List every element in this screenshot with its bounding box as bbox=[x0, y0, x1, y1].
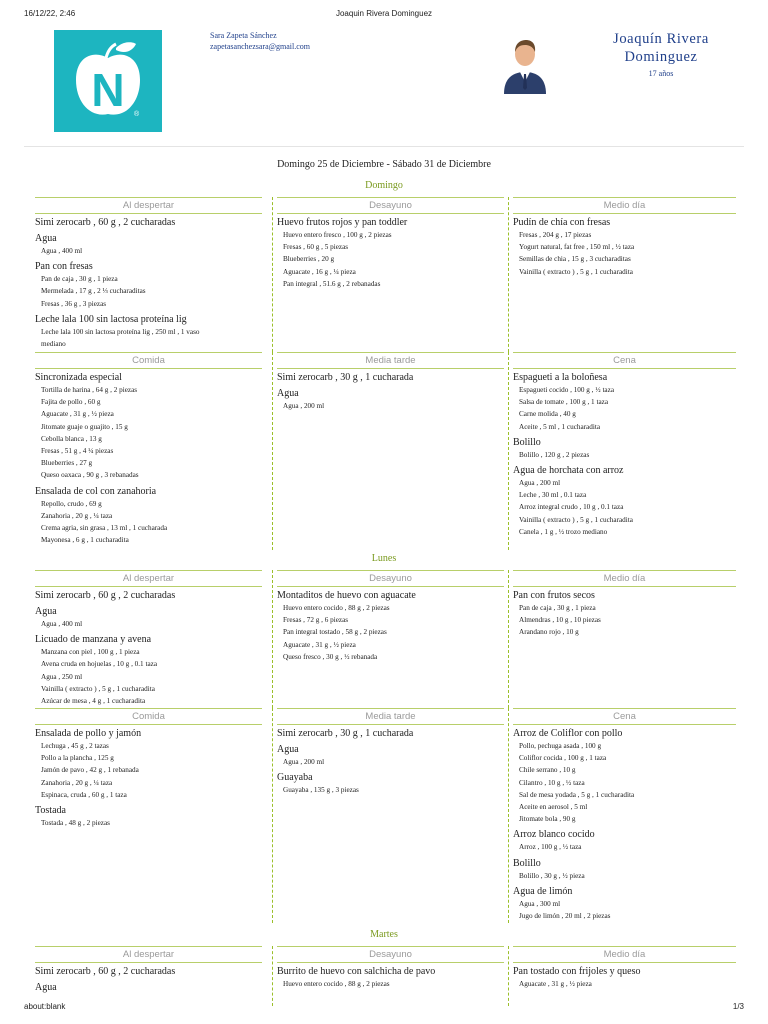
meal-header bbox=[273, 352, 508, 370]
food-name: Agua bbox=[277, 388, 299, 399]
ingredient-item: Fajita de pollo , 60 g bbox=[41, 398, 101, 407]
meal-header-label: Al despertar bbox=[35, 570, 262, 587]
ingredient-item: Aguacate , 31 g , ½ pieza bbox=[283, 640, 356, 649]
food-name: Espagueti a la boloñesa bbox=[513, 372, 608, 383]
print-footer bbox=[0, 1002, 768, 1016]
ingredient-item: Coliflor cocida , 100 g , 1 taza bbox=[519, 754, 607, 763]
food-name: Montaditos de huevo con aguacate bbox=[277, 590, 416, 601]
patient-name-first: Joaquín Rivera bbox=[613, 31, 709, 47]
meal-header bbox=[35, 352, 262, 370]
food-spacer bbox=[513, 882, 736, 884]
food-spacer bbox=[35, 257, 262, 259]
food-name: Agua bbox=[35, 982, 57, 993]
ingredient-item: Fresas , 204 g , 17 piezas bbox=[519, 231, 592, 239]
print-title: Joaquin Rivera Dominguez bbox=[335, 9, 433, 18]
food-spacer bbox=[277, 384, 504, 386]
apple-logo-icon bbox=[54, 30, 162, 132]
ingredient-item: Crema agria, sin grasa , 13 ml , 1 cucharada bbox=[41, 524, 168, 533]
food-name: Burrito de huevo con salchicha de pavo bbox=[277, 966, 436, 977]
food-name: Bolillo bbox=[513, 436, 541, 448]
food-name: Bolillo bbox=[513, 857, 541, 869]
food-spacer bbox=[35, 310, 262, 312]
meal-body bbox=[35, 966, 262, 996]
meal-cell bbox=[272, 197, 509, 352]
meal-header bbox=[509, 352, 736, 370]
meal-header-label: Al despertar bbox=[35, 197, 262, 214]
logo-letter: N bbox=[91, 64, 125, 116]
meal-header-label: Desayuno bbox=[277, 946, 504, 963]
food-spacer bbox=[35, 829, 262, 831]
patient-age: 17 años bbox=[648, 69, 674, 78]
meal-body bbox=[273, 590, 508, 665]
food-name: Ensalada de pollo y jamón bbox=[35, 728, 142, 739]
ingredient-item: Aceite en aerosol , 5 ml bbox=[519, 803, 588, 812]
ingredient-item: Huevo entero cocido , 88 g , 2 piezas bbox=[283, 980, 390, 988]
ingredient-item: Pollo, pechuga asada , 100 g bbox=[519, 742, 602, 750]
ingredient-item: Semillas de chia , 15 g , 3 cucharaditas bbox=[519, 255, 631, 264]
ingredient-item: Sal de mesa yodada , 5 g , 1 cucharadita bbox=[519, 790, 635, 799]
food-name: Agua de limón bbox=[513, 885, 573, 897]
meal-body bbox=[273, 372, 508, 414]
meal-header bbox=[35, 197, 262, 215]
meal-header-label: Desayuno bbox=[277, 197, 504, 214]
ingredient-item: Arroz , 100 g , ½ taza bbox=[519, 843, 582, 852]
ingredient-item: Agua , 400 ml bbox=[41, 247, 83, 255]
ingredient-item: Azúcar de mesa , 4 g , 1 cucharadita bbox=[41, 697, 146, 706]
food-spacer bbox=[35, 602, 262, 604]
meal-header bbox=[35, 946, 262, 964]
food-name: Licuado de manzana y avena bbox=[35, 634, 152, 646]
food-spacer bbox=[35, 994, 262, 996]
meal-cell bbox=[35, 708, 262, 923]
patient-avatar-icon bbox=[498, 32, 552, 94]
food-spacer bbox=[35, 978, 262, 980]
print-page: 1/3 bbox=[732, 1002, 744, 1011]
food-spacer bbox=[35, 630, 262, 632]
meal-header bbox=[273, 197, 508, 215]
meal-body bbox=[273, 217, 508, 292]
meal-header-label: Comida bbox=[35, 708, 262, 725]
ingredient-item: Salsa de tomate , 100 g , 1 taza bbox=[519, 398, 609, 407]
ingredient-item: Fresas , 51 g , 4 ¼ piezas bbox=[41, 447, 114, 456]
meal-cell bbox=[272, 708, 509, 923]
ingredient-item: Agua , 400 ml bbox=[41, 620, 83, 628]
food-spacer bbox=[513, 990, 736, 992]
meal-body bbox=[273, 728, 508, 798]
food-name: Pan con frutos secos bbox=[513, 590, 595, 601]
ingredient-item: Huevo entero fresco , 100 g , 2 piezas bbox=[283, 231, 392, 239]
food-spacer bbox=[513, 538, 736, 540]
ingredient-item: Blueberries , 27 g bbox=[41, 459, 93, 468]
food-spacer bbox=[513, 433, 736, 435]
meal-header-label: Desayuno bbox=[277, 570, 504, 587]
ingredient-item: Almendras , 10 g , 10 piezas bbox=[519, 616, 601, 625]
food-name: Arroz de Coliflor con pollo bbox=[513, 728, 623, 739]
food-spacer bbox=[513, 278, 736, 280]
ingredient-item: Jamón de pavo , 42 g , 1 rebanada bbox=[41, 766, 139, 775]
ingredient-item: Arroz integral crudo , 10 g , 0.1 taza bbox=[519, 503, 624, 512]
meal-header-label: Al despertar bbox=[35, 946, 262, 963]
ingredient-item: Fresas , 36 g , 3 piezas bbox=[41, 299, 107, 308]
meal-cell bbox=[272, 946, 509, 1006]
meal-cell bbox=[272, 570, 509, 708]
ingredient-item: Avena cruda en hojuelas , 10 g , 0.1 taza bbox=[41, 660, 158, 669]
food-name: Agua bbox=[35, 606, 57, 617]
food-name: Simi zerocarb , 60 g , 2 cucharadas bbox=[35, 590, 176, 601]
meal-header bbox=[273, 570, 508, 588]
food-name: Pudín de chía con fresas bbox=[513, 217, 611, 228]
meal-body bbox=[509, 217, 736, 280]
meal-cell bbox=[35, 946, 262, 1006]
ingredient-item: Espagueti cocido , 100 g , ½ taza bbox=[519, 386, 615, 394]
ingredient-item: Aguacate , 16 g , ¼ pieza bbox=[283, 267, 356, 276]
ingredient-item: Tostada , 48 g , 2 piezas bbox=[41, 819, 110, 828]
food-spacer bbox=[513, 854, 736, 856]
meal-header-label: Media tarde bbox=[277, 352, 504, 369]
ingredient-item: Arandano rojo , 10 g bbox=[519, 628, 579, 637]
meal-header bbox=[35, 708, 262, 726]
ingredient-item: Jitomate guaje o guajito , 15 g bbox=[41, 422, 128, 431]
day-title: Martes bbox=[370, 929, 398, 940]
food-spacer bbox=[35, 482, 262, 484]
food-spacer bbox=[277, 796, 504, 798]
food-spacer bbox=[35, 801, 262, 803]
meal-cell bbox=[35, 352, 262, 550]
food-name: Pan con fresas bbox=[35, 261, 93, 273]
nutritionist-email[interactable]: zapetasanchezsara@gmail.com bbox=[210, 42, 310, 51]
ingredient-item: Aguacate , 31 g , ½ pieza bbox=[519, 980, 592, 988]
meal-header-label: Cena bbox=[513, 352, 736, 369]
food-spacer bbox=[277, 412, 504, 414]
ingredient-item: Zanahoria , 20 g , ¼ taza bbox=[41, 778, 113, 787]
ingredient-item: Agua , 200 ml bbox=[519, 479, 561, 488]
meal-cell bbox=[509, 708, 736, 923]
meal-cell bbox=[509, 570, 736, 708]
ingredient-item: Chile serrano , 10 g bbox=[519, 766, 576, 775]
ingredient-item: Pan integral , 51.6 g , 2 rebanadas bbox=[283, 279, 381, 288]
meal-cell bbox=[509, 946, 736, 1006]
meal-header bbox=[509, 946, 736, 964]
meal-body bbox=[35, 728, 262, 831]
ingredient-item: Pan de caja , 30 g , 1 pieza bbox=[519, 604, 596, 612]
food-spacer bbox=[513, 461, 736, 463]
food-name: Arroz blanco cocido bbox=[513, 829, 595, 841]
ingredient-item: Agua , 200 ml bbox=[283, 402, 325, 410]
ingredient-item: Jugo de limón , 20 ml , 2 piezas bbox=[519, 912, 611, 921]
ingredient-item: Jitomate bola , 90 g bbox=[519, 815, 576, 824]
food-name: Simi zerocarb , 60 g , 2 cucharadas bbox=[35, 217, 176, 228]
ingredient-item: Pan de caja , 30 g , 1 pieza bbox=[41, 275, 118, 284]
ingredient-item: Guayaba , 135 g , 3 piezas bbox=[283, 786, 359, 795]
meal-header-label: Medio día bbox=[513, 946, 736, 963]
meal-cell bbox=[509, 352, 736, 550]
food-spacer bbox=[35, 229, 262, 231]
logo-registered-mark: ® bbox=[134, 111, 140, 118]
ingredient-item: Leche lala 100 sin lactosa proteína lig , 250 ml , 1 vaso bbox=[41, 327, 200, 336]
ingredient-item: Cebolla blanca , 13 g bbox=[41, 434, 102, 443]
meal-body bbox=[35, 372, 262, 548]
meal-body bbox=[35, 217, 262, 352]
food-spacer bbox=[277, 290, 504, 292]
meal-body bbox=[509, 372, 736, 540]
patient-info bbox=[596, 30, 726, 78]
meal-body bbox=[509, 728, 736, 924]
food-name: Simi zerocarb , 30 g , 1 cucharada bbox=[277, 372, 414, 383]
ingredient-item: Leche , 30 ml , 0.1 taza bbox=[519, 491, 587, 500]
meal-header-label: Media tarde bbox=[277, 708, 504, 725]
ingredient-item: Canela , 1 g , ½ trozo mediano bbox=[519, 527, 608, 536]
meal-body bbox=[509, 966, 736, 992]
meal-header bbox=[509, 197, 736, 215]
food-name: Agua de horchata con arroz bbox=[513, 465, 624, 477]
ingredient-item: Agua , 250 ml bbox=[41, 672, 83, 681]
ingredient-item: Zanahoria , 20 g , ¼ taza bbox=[41, 511, 113, 520]
food-name: Agua bbox=[35, 233, 57, 244]
ingredient-item: Manzana con piel , 100 g , 1 pieza bbox=[41, 648, 140, 657]
clinic-logo bbox=[54, 30, 162, 132]
ingredient-item: Queso fresco , 30 g , ½ rebanada bbox=[283, 652, 378, 661]
ingredient-item: Pan integral tostado , 58 g , 2 piezas bbox=[283, 628, 387, 637]
ingredient-item: Bolillo , 120 g , 2 piezas bbox=[519, 450, 590, 459]
ingredient-item: Pollo a la plancha , 125 g bbox=[41, 754, 114, 763]
ingredient-item: Aceite , 5 ml , 1 cucharadita bbox=[519, 422, 601, 431]
meal-cell bbox=[509, 197, 736, 352]
nutritionist-name: Sara Zapeta Sánchez bbox=[210, 31, 277, 40]
food-name: Ensalada de col con zanahoria bbox=[35, 485, 157, 497]
ingredient-item: Aguacate , 31 g , ½ pieza bbox=[41, 410, 114, 419]
food-spacer bbox=[277, 990, 504, 992]
food-name: Tostada bbox=[35, 805, 66, 817]
meal-header bbox=[509, 570, 736, 588]
food-name: Simi zerocarb , 30 g , 1 cucharada bbox=[277, 728, 414, 739]
food-spacer bbox=[277, 740, 504, 742]
food-spacer bbox=[277, 768, 504, 770]
food-spacer bbox=[277, 663, 504, 665]
ingredient-item: Espinaca, cruda , 60 g , 1 taza bbox=[41, 790, 127, 799]
food-spacer bbox=[513, 639, 736, 641]
ingredient-item: Mermelada , 17 g , 2 ⅓ cucharaditas bbox=[41, 287, 146, 296]
ingredient-item: Vainilla ( extracto ) , 5 g , 1 cucharadita bbox=[519, 515, 633, 524]
ingredient-item: Lechuga , 45 g , 2 tazas bbox=[41, 742, 109, 750]
ingredient-item: Yogurt natural, fat free , 150 ml , ½ taza bbox=[519, 243, 635, 252]
meal-header-label: Comida bbox=[35, 352, 262, 369]
print-datetime: 16/12/22, 2:46 bbox=[24, 9, 76, 18]
ingredient-item: Vainilla ( extracto ) , 5 g , 1 cucharadita bbox=[41, 684, 155, 693]
ingredient-item: Huevo entero cocido , 88 g , 2 piezas bbox=[283, 604, 390, 612]
ingredient-item: Agua , 300 ml bbox=[519, 899, 561, 908]
meal-body bbox=[509, 590, 736, 641]
ingredient-item: Fresas , 60 g , 5 piezas bbox=[283, 243, 349, 252]
food-name: Leche lala 100 sin lactosa proteína lig bbox=[35, 313, 187, 325]
ingredient-item: Tortilla de harina , 64 g , 2 piezas bbox=[41, 386, 138, 394]
ingredient-item: mediano bbox=[41, 340, 66, 349]
print-header bbox=[0, 9, 768, 23]
meal-header-label: Cena bbox=[513, 708, 736, 725]
meal-cell bbox=[272, 352, 509, 550]
day-title: Lunes bbox=[371, 553, 397, 564]
meal-cell bbox=[35, 570, 262, 708]
meal-header bbox=[273, 946, 508, 964]
meal-header bbox=[509, 708, 736, 726]
meal-header bbox=[35, 570, 262, 588]
ingredient-item: Repollo, crudo , 69 g bbox=[41, 499, 102, 508]
food-name: Huevo frutos rojos y pan toddler bbox=[277, 217, 408, 228]
food-spacer bbox=[35, 546, 262, 548]
food-name: Guayaba bbox=[277, 772, 313, 784]
meal-cell bbox=[35, 197, 262, 352]
food-spacer bbox=[513, 922, 736, 924]
print-url: about:blank bbox=[24, 1002, 66, 1011]
meal-body bbox=[35, 590, 262, 709]
ingredient-item: Cilantro , 10 g , ½ taza bbox=[519, 778, 585, 787]
meal-body bbox=[273, 966, 508, 992]
food-spacer bbox=[513, 825, 736, 827]
ingredient-item: Bolillo , 30 g , ½ pieza bbox=[519, 871, 585, 880]
day-title: Domingo bbox=[365, 180, 403, 191]
ingredient-item: Fresas , 72 g , 6 piezas bbox=[283, 616, 349, 625]
ingredient-item: Queso oaxaca , 90 g , 3 rebanadas bbox=[41, 471, 139, 480]
meal-header-label: Medio día bbox=[513, 197, 736, 214]
food-name: Sincronizada especial bbox=[35, 372, 122, 383]
meal-header-label: Medio día bbox=[513, 570, 736, 587]
meal-header bbox=[273, 708, 508, 726]
patient-name-last: Dominguez bbox=[624, 49, 698, 65]
ingredient-item: Blueberries , 20 g bbox=[283, 255, 335, 264]
ingredient-item: Agua , 200 ml bbox=[283, 758, 325, 766]
food-name: Simi zerocarb , 60 g , 2 cucharadas bbox=[35, 966, 176, 977]
ingredient-item: Vainilla ( extracto ) , 5 g , 1 cucharadita bbox=[519, 267, 633, 276]
header-divider bbox=[24, 146, 744, 147]
date-range: Domingo 25 de Diciembre - Sábado 31 de Diciembre bbox=[277, 159, 491, 170]
food-name: Pan tostado con frijoles y queso bbox=[513, 966, 641, 977]
food-name: Agua bbox=[277, 744, 299, 755]
ingredient-item: Carne molida , 40 g bbox=[519, 410, 576, 419]
ingredient-item: Mayonesa , 6 g , 1 cucharadita bbox=[41, 536, 129, 545]
nutritionist-info bbox=[210, 30, 310, 52]
